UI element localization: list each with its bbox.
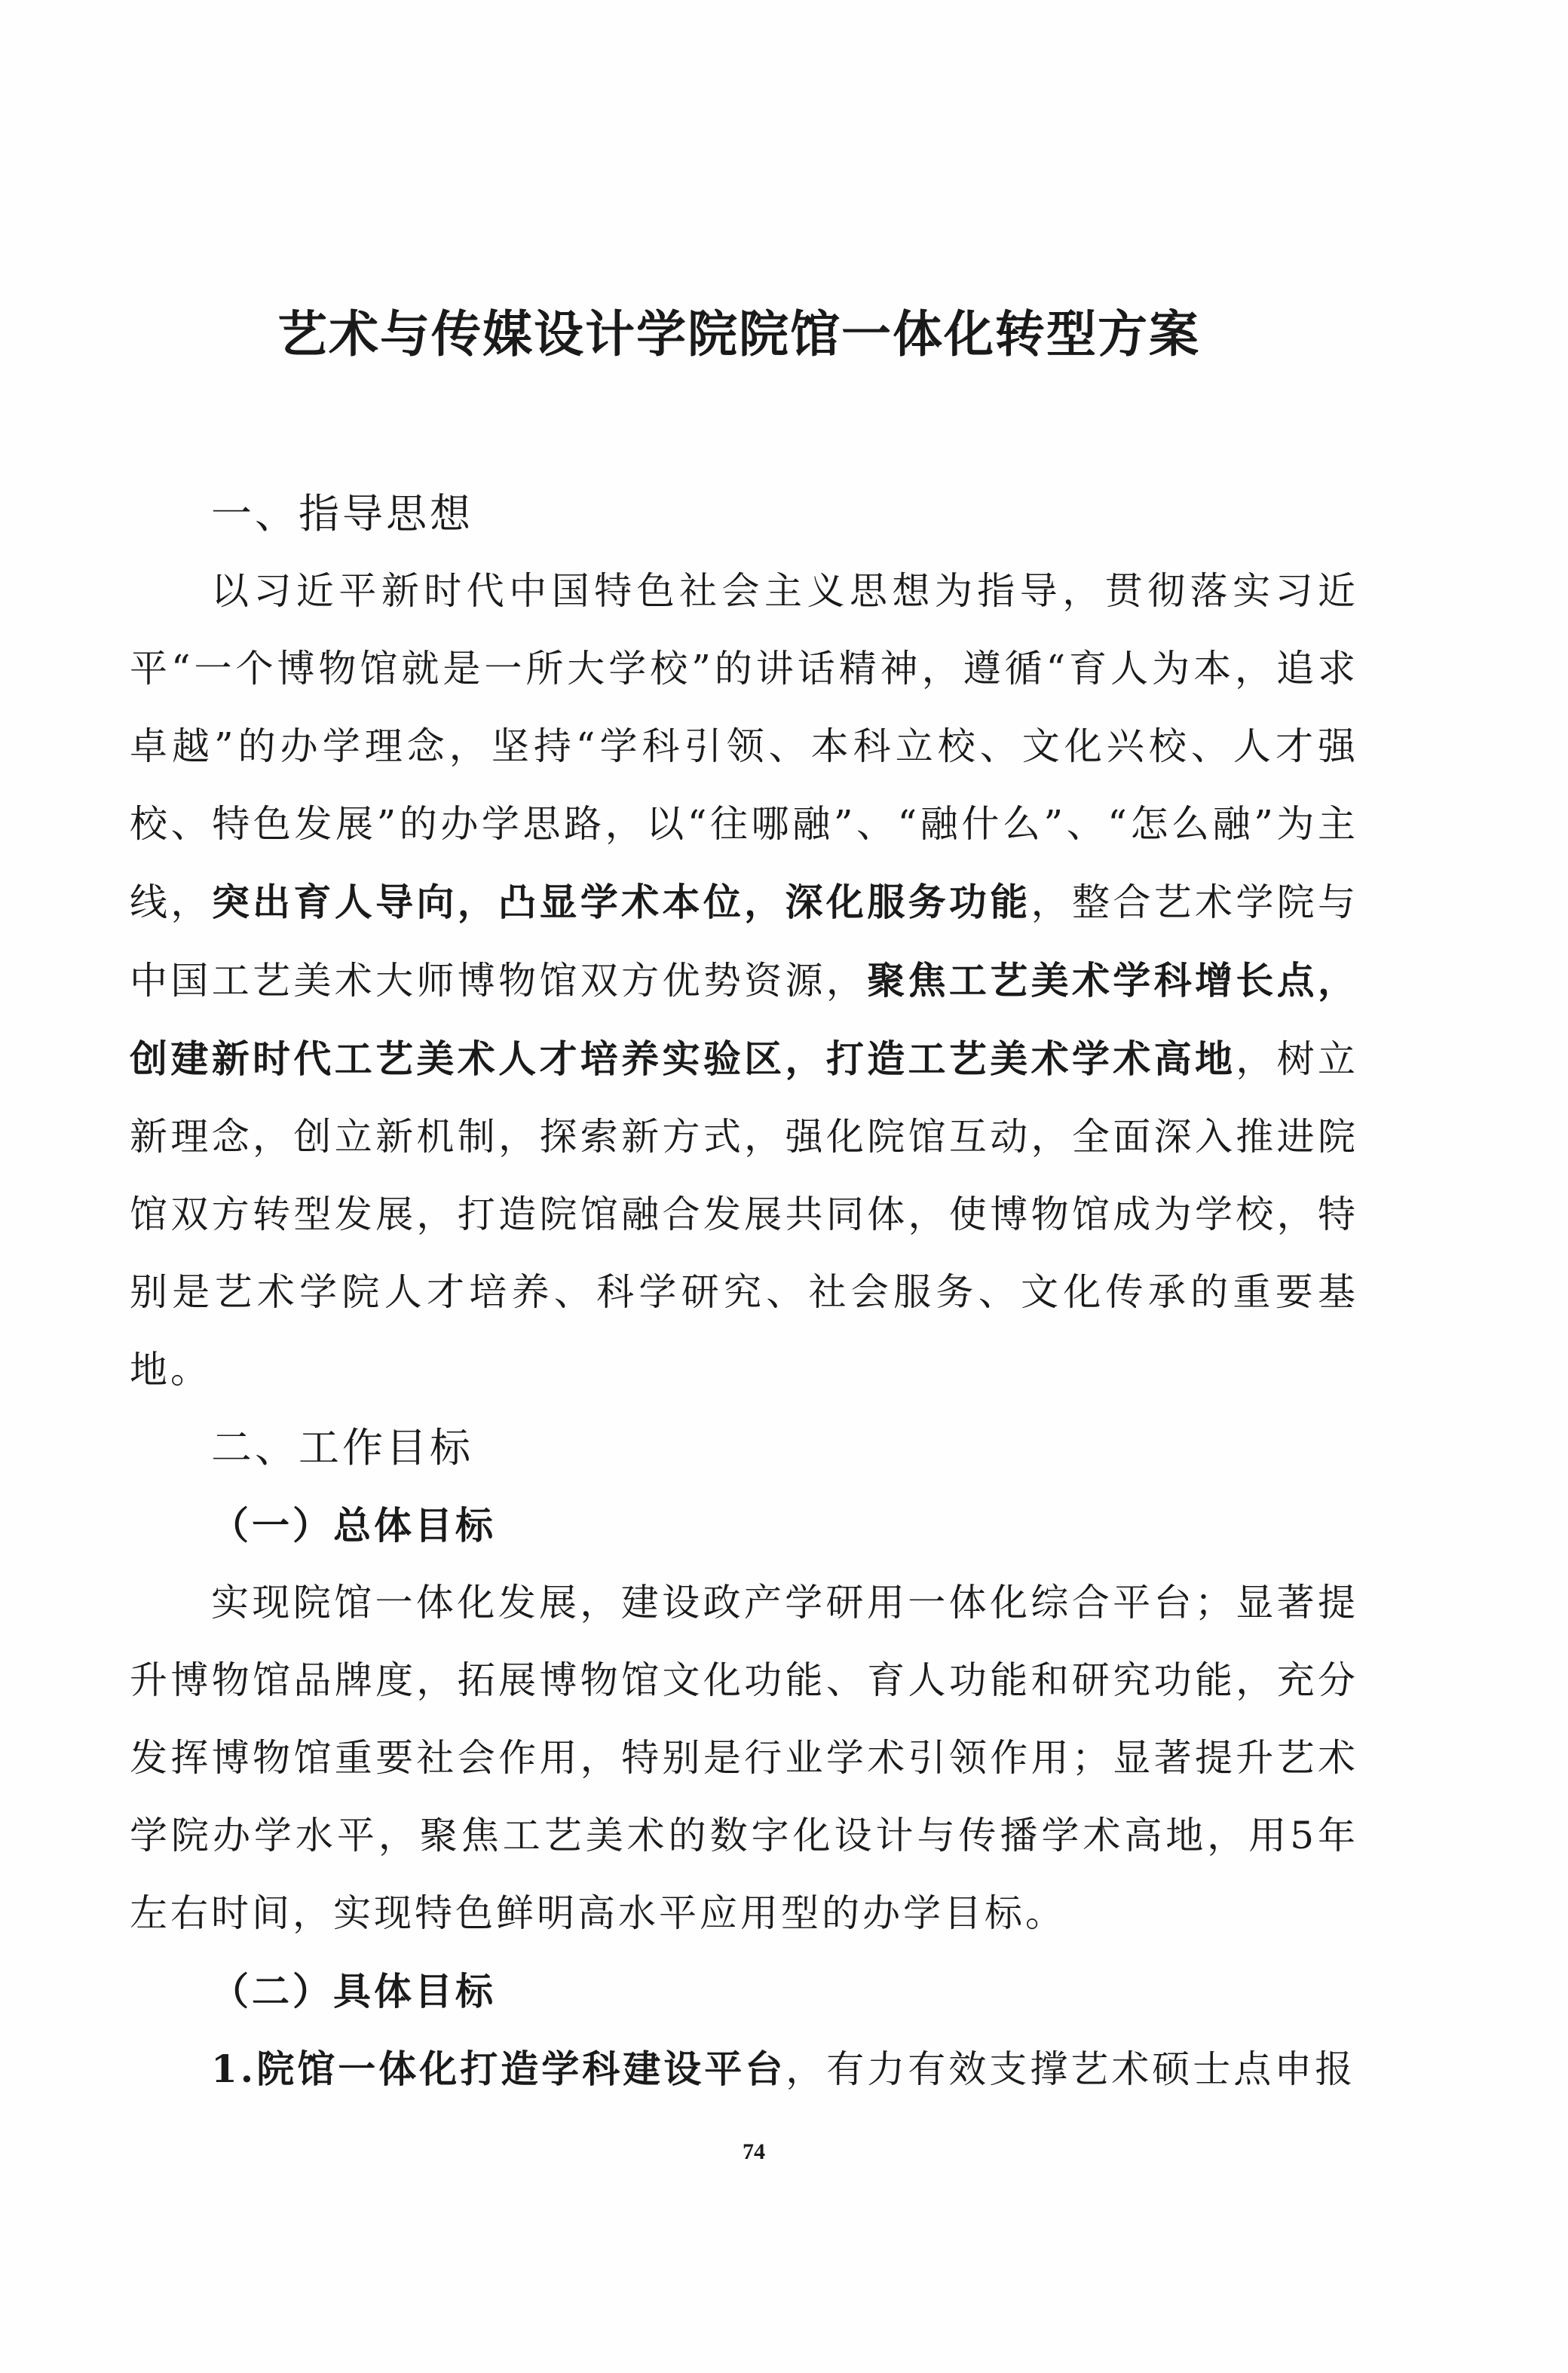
subsection-heading-overall-goal: （一）总体目标 [211,1503,496,1548]
specific-goal-item-1 [130,2030,1358,2108]
item-bold-text: 1.院馆一体化打造学科建设平台 [211,2047,786,2091]
document-body [130,475,1358,2108]
section-heading-guiding-ideology: 一、指导思想 [211,490,473,537]
paragraph-bold-text: 聚焦工艺美术学科增长点，创建新时代工艺美术人才培养实验区，打造工艺美术学术高地 [130,958,1359,1081]
paragraph-text: 以习近平新时代中国特色社会主义思想为指导，贯彻落实习近平“一个博物馆就是一所大学校”的讲话精神，遵循“育人为本，追求卓越”的办学理念，坚持“学科引领、本科立校、文化兴校、人才强校、特色发展”的办学思路，以“往哪融”、“融什么”、“怎么融”为主线， [130,569,1358,924]
overall-goal-paragraph: 实现院馆一体化发展，建设政产学研用一体化综合平台；显著提升博物馆品牌度，拓展博物馆文化功能、育人功能和研究功能，充分发挥博物馆重要社会作用，特别是行业学术引领作用；显著提升艺术学院办学水平，聚焦工艺美术的数字化设计与传播学术高地，用5年左右时间，实现特色鲜明高水平应用型的办学目标。 [130,1581,1358,1935]
paragraph-text: ，整合艺术学院与中国工艺美术大师博物馆双方优势资源， [130,880,1359,1003]
section-heading-work-goals: 二、工作目标 [211,1424,473,1471]
subsection-heading-specific-goals: （二）具体目标 [211,1969,496,2013]
paragraph-bold-text: 突出育人导向，凸显学术本位，深化服务功能 [211,880,1031,924]
paragraph-text: ，树立新理念，创立新机制，探索新方式，强化院馆互动，全面深入推进院馆双方转型发展，打造院馆融合发展共同体，使博物馆成为学校，特别是艺术学院人才培养、科学研究、社会服务、文化传承的重要基地。 [130,1037,1359,1392]
item-text: ，有力有效支撑艺术硕士点申报 [786,2047,1356,2091]
document-title: 艺术与传媒设计学院院馆一体化转型方案 [277,305,1200,363]
guiding-ideology-paragraph [130,553,1358,1409]
page-number: 74 [743,2139,765,2164]
